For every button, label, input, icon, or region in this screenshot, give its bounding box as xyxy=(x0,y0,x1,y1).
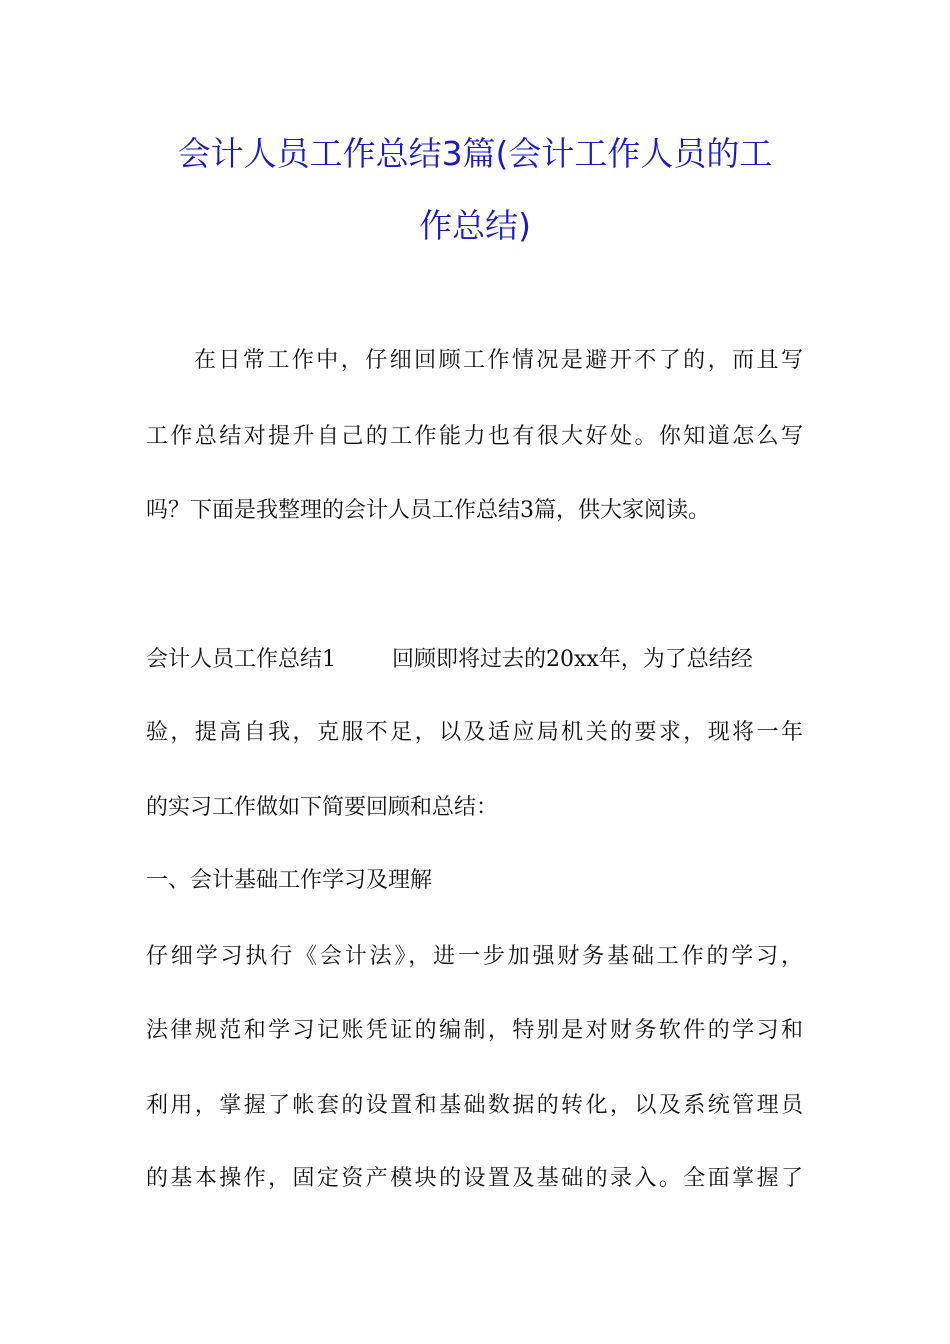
section1-line-1: 会计人员工作总结1 回顾即将过去的20xx年，为了总结经 xyxy=(146,647,753,672)
section-heading-1: 一、会计基础工作学习及理解 xyxy=(146,868,433,893)
intro-paragraph-line-1: 在日常工作中，仔细回顾工作情况是避开不了的，而且写 xyxy=(194,348,803,373)
intro-paragraph-line-3: 吗？下面是我整理的会计人员工作总结3篇，供大家阅读。 xyxy=(146,498,710,523)
section1-line-2: 验，提高自我，克服不足，以及适应局机关的要求，现将一年 xyxy=(146,720,803,745)
document-title-line-1: 会计人员工作总结3篇(会计工作人员的工 xyxy=(177,134,773,173)
intro-paragraph-line-2: 工作总结对提升自己的工作能力也有很大好处。你知道怎么写 xyxy=(146,424,803,449)
section1-line-3: 的实习工作做如下简要回顾和总结： xyxy=(146,795,499,820)
body-paragraph-line-3: 利用，掌握了帐套的设置和基础数据的转化，以及系统管理员 xyxy=(146,1093,803,1118)
body-paragraph-line-4: 的基本操作，固定资产模块的设置及基础的录入。全面掌握了 xyxy=(146,1166,803,1191)
body-paragraph-line-2: 法律规范和学习记账凭证的编制，特别是对财务软件的学习和 xyxy=(146,1018,803,1043)
body-paragraph-line-1: 仔细学习执行《会计法》，进一步加强财务基础工作的学习， xyxy=(146,944,803,969)
document-title-line-2: 作总结) xyxy=(419,206,531,245)
